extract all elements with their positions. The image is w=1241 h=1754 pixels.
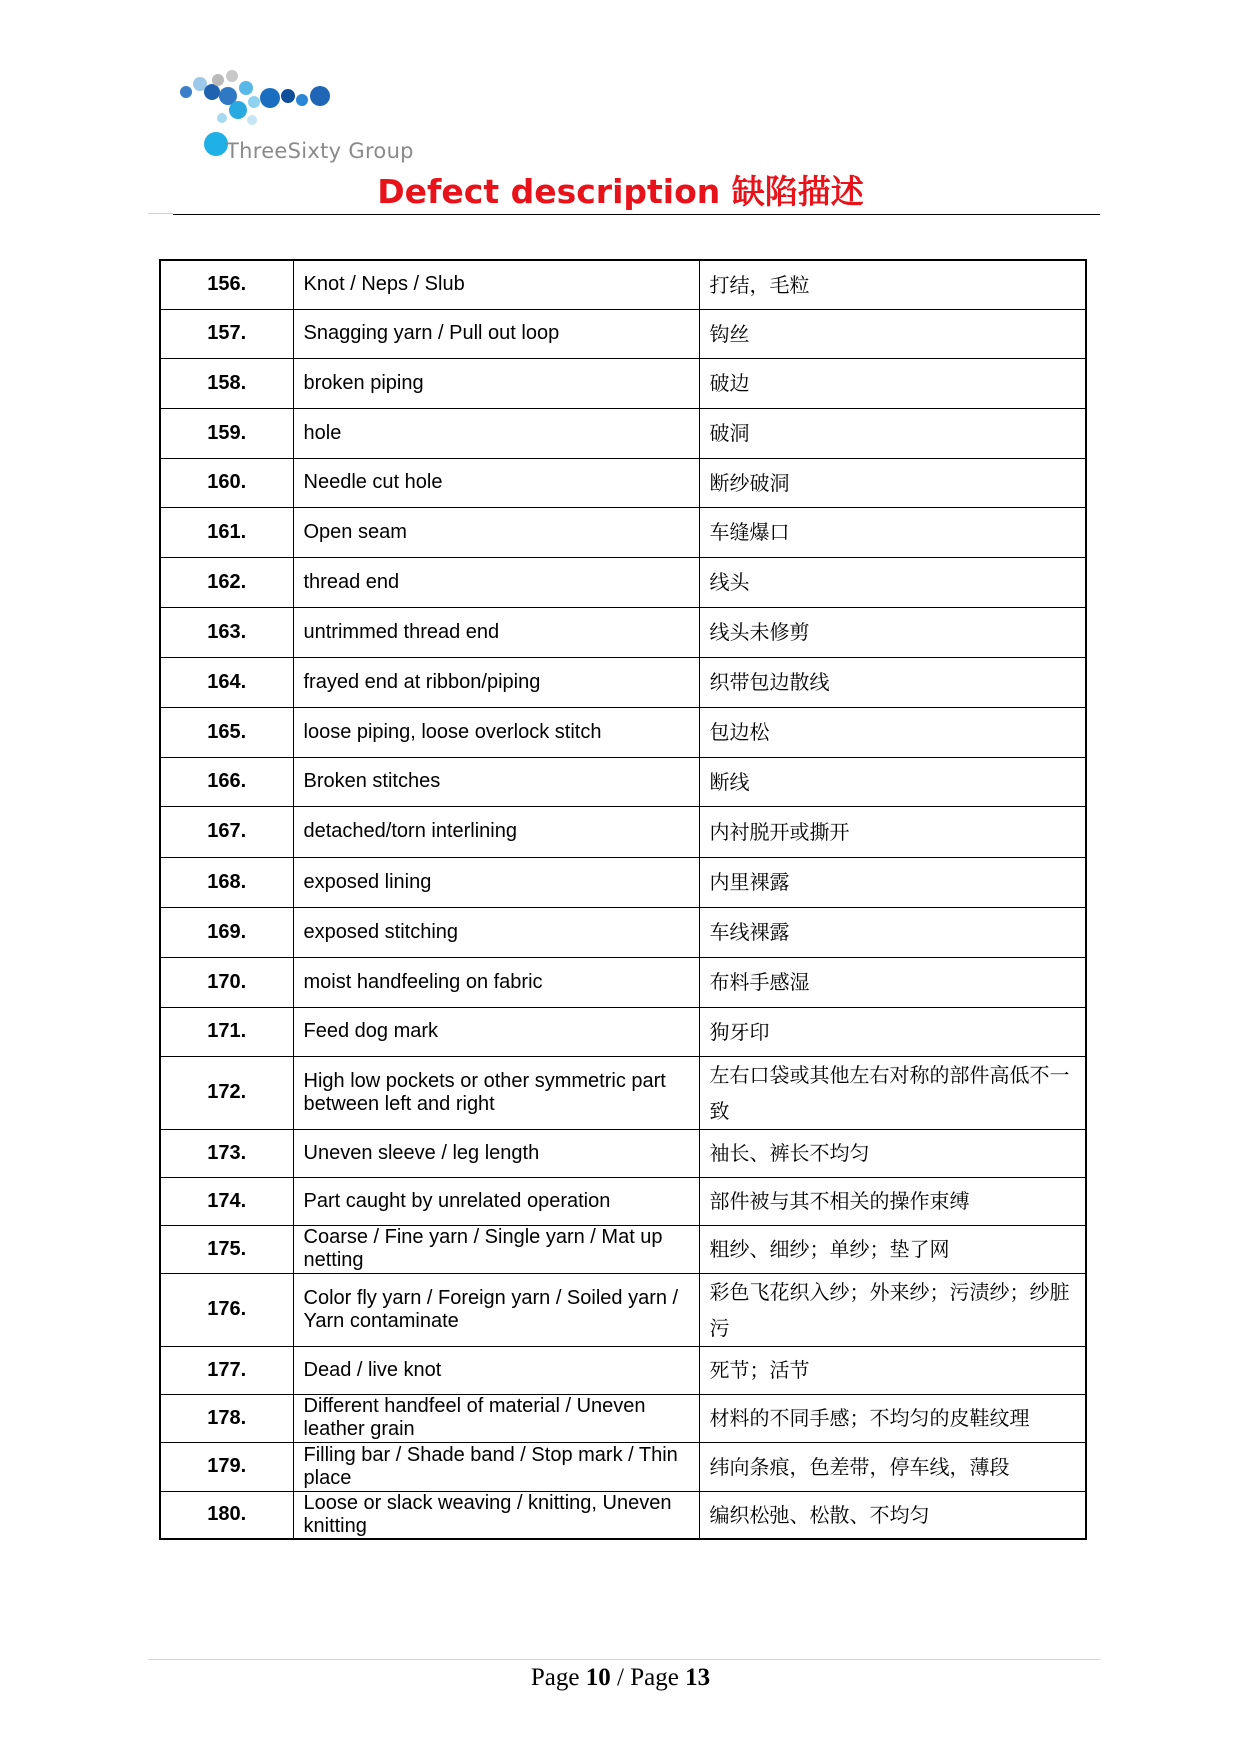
defect-english: Different handfeel of material / Uneven leather grain bbox=[293, 1394, 699, 1442]
page-title: Defect description 缺陷描述 bbox=[377, 172, 864, 211]
table-row bbox=[160, 1442, 1086, 1491]
defect-english: Open seam bbox=[293, 507, 699, 557]
current-page-number: 10 bbox=[585, 1664, 611, 1691]
page-label-total: Page bbox=[630, 1664, 679, 1691]
defect-table bbox=[159, 259, 1087, 1540]
table-row bbox=[160, 358, 1086, 408]
item-number: 176. bbox=[160, 1273, 293, 1346]
defect-english: Knot / Neps / Slub bbox=[293, 260, 699, 309]
table-row bbox=[160, 507, 1086, 557]
item-number: 162. bbox=[160, 557, 293, 607]
defect-chinese: 纬向条痕，色差带，停车线，薄段 bbox=[699, 1442, 1086, 1491]
defect-english: Coarse / Fine yarn / Single yarn / Mat up netting bbox=[293, 1225, 699, 1273]
item-number: 180. bbox=[160, 1491, 293, 1539]
defect-chinese: 布料手感湿 bbox=[699, 957, 1086, 1007]
defect-chinese: 打结，毛粒 bbox=[699, 260, 1086, 309]
item-number: 170. bbox=[160, 957, 293, 1007]
defect-english: untrimmed thread end bbox=[293, 607, 699, 657]
logo-wordmark: ThreeSixty Group bbox=[226, 139, 414, 163]
defect-english: loose piping, loose overlock stitch bbox=[293, 707, 699, 757]
defect-chinese: 钩丝 bbox=[699, 309, 1086, 358]
item-number: 171. bbox=[160, 1007, 293, 1056]
table-row bbox=[160, 607, 1086, 657]
table-row bbox=[160, 1273, 1086, 1346]
table-row bbox=[160, 857, 1086, 907]
defect-chinese: 断纱破洞 bbox=[699, 458, 1086, 507]
item-number: 175. bbox=[160, 1225, 293, 1273]
table-row bbox=[160, 1225, 1086, 1273]
defect-chinese: 内里裸露 bbox=[699, 857, 1086, 907]
item-number: 179. bbox=[160, 1442, 293, 1491]
defect-table-body bbox=[160, 260, 1086, 1539]
page-label: Page bbox=[530, 1664, 580, 1691]
defect-english: High low pockets or other symmetric part between left and right bbox=[293, 1056, 699, 1129]
defect-english: detached/torn interlining bbox=[293, 806, 699, 857]
table-row bbox=[160, 806, 1086, 857]
defect-chinese: 线头 bbox=[699, 557, 1086, 607]
defect-english: Feed dog mark bbox=[293, 1007, 699, 1056]
table-row bbox=[160, 557, 1086, 607]
table-row bbox=[160, 707, 1086, 757]
table-row bbox=[160, 1394, 1086, 1442]
defect-chinese: 彩色飞花织入纱；外来纱；污渍纱；纱脏污 bbox=[699, 1273, 1086, 1346]
table-row bbox=[160, 1129, 1086, 1177]
page-separator: / bbox=[617, 1664, 624, 1691]
item-number: 157. bbox=[160, 309, 293, 358]
defect-english: frayed end at ribbon/piping bbox=[293, 657, 699, 707]
defect-english: exposed stitching bbox=[293, 907, 699, 957]
defect-english: Broken stitches bbox=[293, 757, 699, 806]
defect-english: Color fly yarn / Foreign yarn / Soiled yarn / Yarn contaminate bbox=[293, 1273, 699, 1346]
defect-chinese: 断线 bbox=[699, 757, 1086, 806]
defect-chinese: 包边松 bbox=[699, 707, 1086, 757]
table-row bbox=[160, 1177, 1086, 1225]
defect-chinese: 编织松弛、松散、不均匀 bbox=[699, 1491, 1086, 1539]
table-row bbox=[160, 1007, 1086, 1056]
table-row bbox=[160, 757, 1086, 806]
header-divider bbox=[173, 214, 1100, 215]
table-row bbox=[160, 1491, 1086, 1539]
item-number: 165. bbox=[160, 707, 293, 757]
page-footer bbox=[0, 1664, 1241, 1692]
item-number: 178. bbox=[160, 1394, 293, 1442]
defect-english: Dead / live knot bbox=[293, 1346, 699, 1394]
defect-chinese: 袖长、裤长不均匀 bbox=[699, 1129, 1086, 1177]
item-number: 173. bbox=[160, 1129, 293, 1177]
table-row bbox=[160, 1056, 1086, 1129]
defect-english: moist handfeeling on fabric bbox=[293, 957, 699, 1007]
table-row bbox=[160, 657, 1086, 707]
item-number: 168. bbox=[160, 857, 293, 907]
defect-english: exposed lining bbox=[293, 857, 699, 907]
defect-english: broken piping bbox=[293, 358, 699, 408]
defect-chinese: 材料的不同手感；不均匀的皮鞋纹理 bbox=[699, 1394, 1086, 1442]
defect-chinese: 线头未修剪 bbox=[699, 607, 1086, 657]
item-number: 160. bbox=[160, 458, 293, 507]
defect-chinese: 织带包边散线 bbox=[699, 657, 1086, 707]
item-number: 177. bbox=[160, 1346, 293, 1394]
defect-english: thread end bbox=[293, 557, 699, 607]
item-number: 174. bbox=[160, 1177, 293, 1225]
item-number: 164. bbox=[160, 657, 293, 707]
defect-chinese: 内衬脱开或撕开 bbox=[699, 806, 1086, 857]
defect-english: Loose or slack weaving / knitting, Uneven knitting bbox=[293, 1491, 699, 1539]
table-row bbox=[160, 260, 1086, 309]
table-row bbox=[160, 1346, 1086, 1394]
item-number: 172. bbox=[160, 1056, 293, 1129]
table-row bbox=[160, 957, 1086, 1007]
table-row bbox=[160, 309, 1086, 358]
table-row bbox=[160, 907, 1086, 957]
item-number: 156. bbox=[160, 260, 293, 309]
item-number: 163. bbox=[160, 607, 293, 657]
defect-chinese: 车线裸露 bbox=[699, 907, 1086, 957]
defect-english: Uneven sleeve / leg length bbox=[293, 1129, 699, 1177]
header-divider-short bbox=[148, 213, 173, 214]
defect-chinese: 破边 bbox=[699, 358, 1086, 408]
item-number: 161. bbox=[160, 507, 293, 557]
table-row bbox=[160, 408, 1086, 458]
defect-chinese: 粗纱、细纱；单纱；垫了网 bbox=[699, 1225, 1086, 1273]
defect-chinese: 部件被与其不相关的操作束缚 bbox=[699, 1177, 1086, 1225]
defect-chinese: 左右口袋或其他左右对称的部件高低不一致 bbox=[699, 1056, 1086, 1129]
defect-english: hole bbox=[293, 408, 699, 458]
defect-chinese: 狗牙印 bbox=[699, 1007, 1086, 1056]
item-number: 159. bbox=[160, 408, 293, 458]
item-number: 158. bbox=[160, 358, 293, 408]
total-page-number: 13 bbox=[685, 1664, 711, 1691]
item-number: 167. bbox=[160, 806, 293, 857]
defect-chinese: 车缝爆口 bbox=[699, 507, 1086, 557]
table-row bbox=[160, 458, 1086, 507]
item-number: 166. bbox=[160, 757, 293, 806]
defect-english: Needle cut hole bbox=[293, 458, 699, 507]
defect-chinese: 死节；活节 bbox=[699, 1346, 1086, 1394]
defect-english: Filling bar / Shade band / Stop mark / Thin place bbox=[293, 1442, 699, 1491]
defect-chinese: 破洞 bbox=[699, 408, 1086, 458]
defect-english: Part caught by unrelated operation bbox=[293, 1177, 699, 1225]
footer-divider bbox=[148, 1659, 1101, 1660]
item-number: 169. bbox=[160, 907, 293, 957]
defect-english: Snagging yarn / Pull out loop bbox=[293, 309, 699, 358]
